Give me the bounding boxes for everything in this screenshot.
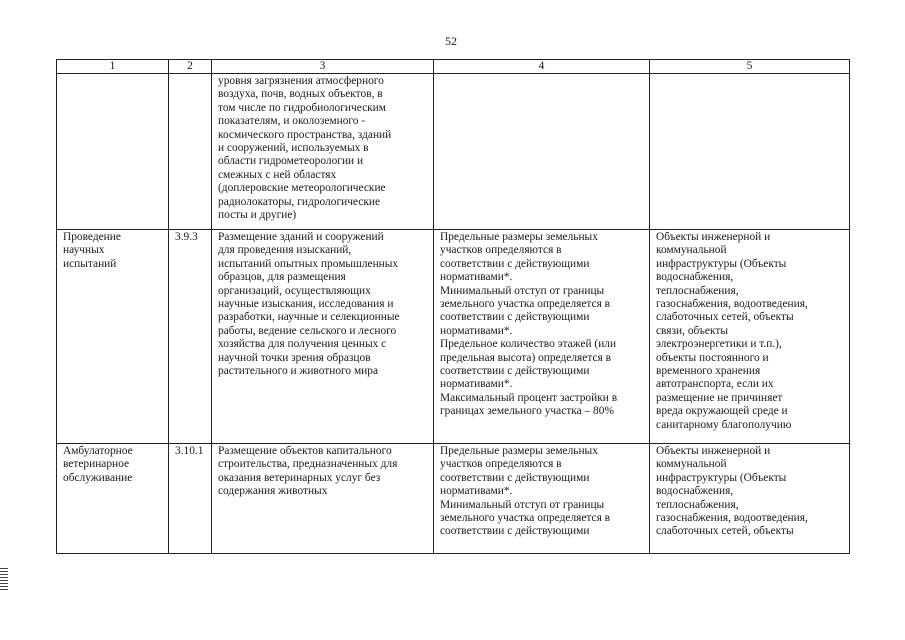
table-header-row	[57, 60, 850, 74]
parameters-cell: Предельные размеры земельных участков определяются в соответствии с действующими нормативами*. Минимальный отступ от границы земельного участка определяется в соответствии с действующими нормативами*. Предельное количество этажей (или предельная высота) определяется в соответствии с действующими нормативами*. Максимальный процент застройки в границах земельного участка – 80%	[434, 230, 650, 444]
use-code-cell	[169, 74, 212, 230]
land-use-table	[56, 59, 850, 554]
use-name-cell: Проведение научных испытаний	[57, 230, 169, 444]
use-name-cell: Амбулаторное ветеринарное обслуживание	[57, 444, 169, 554]
auxiliary-uses-cell: Объекты инженерной и коммунальной инфраструктуры (Объекты водоснабжения, теплоснабжения, газоснабжения, водоотведения, слаботочных сетей, объекты	[650, 444, 850, 554]
table-row	[57, 230, 850, 444]
column-header-4: 4	[434, 60, 650, 74]
use-name-cell	[57, 74, 169, 230]
page-number: 52	[445, 34, 457, 48]
column-header-1: 1	[57, 60, 169, 74]
column-header-3: 3	[212, 60, 434, 74]
use-code-cell: 3.10.1	[169, 444, 212, 554]
column-header-5: 5	[650, 60, 850, 74]
scan-margin-marks	[0, 568, 8, 592]
auxiliary-uses-cell	[650, 74, 850, 230]
parameters-cell: Предельные размеры земельных участков определяются в соответствии с действующими нормативами*. Минимальный отступ от границы земельного участка определяется в соответствии с действующими	[434, 444, 650, 554]
auxiliary-uses-cell: Объекты инженерной и коммунальной инфраструктуры (Объекты водоснабжения, теплоснабжения, газоснабжения, водоотведения, слаботочных сетей, объекты связи, объекты электроэнергетики и т.п.), объекты постоянного и временного хранения автотранспорта, если их размещение не причиняет вреда окружающей среде и санитарному благополучию	[650, 230, 850, 444]
table-row	[57, 74, 850, 230]
table-row	[57, 444, 850, 554]
use-code-cell: 3.9.3	[169, 230, 212, 444]
use-description-cell: Размещение зданий и сооружений для проведения изысканий, испытаний опытных промышленных образцов, для размещения организаций, осуществляющих научные изыскания, исследования и разработки, научные и селекционные работы, ведение сельского и лесного хозяйства для получения ценных с научной точки зрения образцов растительного и животного мира	[212, 230, 434, 444]
use-description-cell: уровня загрязнения атмосферного воздуха, почв, водных объектов, в том числе по гидробиологическим показателям, и околоземного - космического пространства, зданий и сооружений, используемых в области гидрометеорологии и смежных с ней областях (доплеровские метеорологические радиолокаторы, гидрологические посты и другие)	[212, 74, 434, 230]
column-header-2: 2	[169, 60, 212, 74]
parameters-cell	[434, 74, 650, 230]
use-description-cell: Размещение объектов капитального строительства, предназначенных для оказания ветеринарных услуг без содержания животных	[212, 444, 434, 554]
